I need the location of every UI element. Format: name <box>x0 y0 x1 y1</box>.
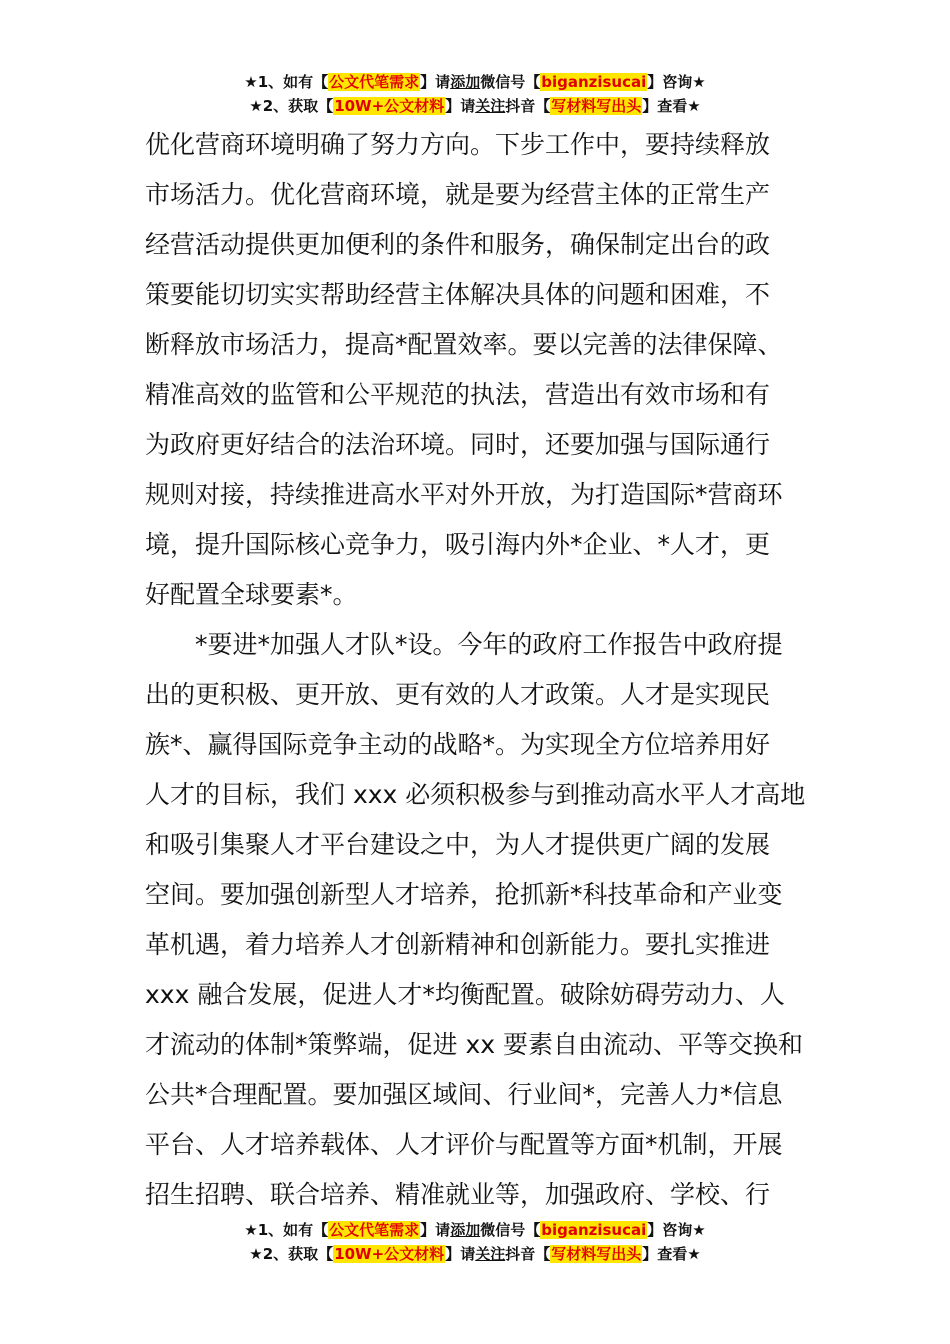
body-line: 策要能切切实实帮助经营主体解决具体的问题和困难，不 <box>145 280 771 309</box>
promo-text: 】请 <box>420 1221 451 1239</box>
promo-underlined-text: 添加 <box>450 1221 481 1239</box>
body-line: 才流动的体制*策弊端，促进 xx 要素自由流动、平等交换和 <box>145 1030 803 1059</box>
promo-text: 微信号【 <box>480 73 541 91</box>
promo-text: 】咨询★ <box>647 1221 706 1239</box>
body-line: 和吸引集聚人才平台建设之中，为人才提供更广阔的发展 <box>145 830 771 859</box>
promo-text: 】咨询★ <box>647 73 706 91</box>
body-line: 好配置全球要素*。 <box>145 580 358 609</box>
promo-underlined-text: 添加 <box>450 73 481 91</box>
document-body <box>145 120 810 1220</box>
body-line: 族*、赢得国际竞争主动的战略*。为实现全方位培养用好 <box>145 730 771 759</box>
promo-highlight: 写材料写出头 <box>551 97 642 115</box>
promo-text: 】查看★ <box>642 1245 701 1263</box>
body-line: 优化营商环境明确了努力方向。下步工作中，要持续释放 <box>145 130 771 159</box>
body-line: 出的更积极、更开放、更有效的人才政策。人才是实现民 <box>145 680 771 709</box>
body-line: 境，提升国际核心竞争力，吸引海内外*企业、*人才，更 <box>145 530 771 559</box>
body-line: 人才的目标，我们 xxx 必须积极参与到推动高水平人才高地 <box>145 780 806 809</box>
promo-text: ★2、获取【 <box>249 97 334 115</box>
body-line: 断释放市场活力，提高*配置效率。要以完善的法律保障、 <box>145 330 783 359</box>
promo-line-1 <box>0 1218 950 1242</box>
promo-text: 】请 <box>445 1245 476 1263</box>
body-line: 招生招聘、联合培养、精准就业等，加强政府、学校、行 <box>145 1180 771 1209</box>
promo-text: 】请 <box>420 73 451 91</box>
promo-line-2 <box>0 94 950 118</box>
promo-underlined-text: 关注 <box>475 1245 506 1263</box>
promo-text: ★1、如有【 <box>244 73 329 91</box>
body-line: 经营活动提供更加便利的条件和服务，确保制定出台的政 <box>145 230 771 259</box>
promo-line-2 <box>0 1242 950 1266</box>
header-promo-banner <box>0 70 950 118</box>
promo-highlight: 公文代笔需求 <box>329 1221 420 1239</box>
promo-text: ★1、如有【 <box>244 1221 329 1239</box>
body-line: 为政府更好结合的法治环境。同时，还要加强与国际通行 <box>145 430 771 459</box>
body-line: 革机遇，着力培养人才创新精神和创新能力。要扎实推进 <box>145 930 771 959</box>
promo-text: 抖音【 <box>505 97 551 115</box>
footer-promo-banner <box>0 1218 950 1266</box>
promo-text: 微信号【 <box>480 1221 541 1239</box>
body-line: 空间。要加强创新型人才培养，抢抓新*科技革命和产业变 <box>145 880 783 909</box>
promo-line-1 <box>0 70 950 94</box>
body-line: 规则对接，持续推进高水平对外开放，为打造国际*营商环 <box>145 480 783 509</box>
promo-highlight: 公文代笔需求 <box>329 73 420 91</box>
promo-highlight: biganzisucai <box>541 73 647 91</box>
body-line: 平台、人才培养载体、人才评价与配置等方面*机制，开展 <box>145 1130 783 1159</box>
promo-text: 】查看★ <box>642 97 701 115</box>
body-line: 精准高效的监管和公平规范的执法，营造出有效市场和有 <box>145 380 771 409</box>
promo-text: 】请 <box>445 97 476 115</box>
paragraph-start-line: *要进*加强人才队*设。今年的政府工作报告中政府提 <box>195 630 783 659</box>
promo-text: 抖音【 <box>505 1245 551 1263</box>
promo-underlined-text: 关注 <box>475 97 506 115</box>
promo-highlight: 10W+公文材料 <box>334 97 445 115</box>
promo-highlight: 写材料写出头 <box>551 1245 642 1263</box>
promo-highlight: biganzisucai <box>541 1221 647 1239</box>
promo-highlight: 10W+公文材料 <box>334 1245 445 1263</box>
body-line: 市场活力。优化营商环境，就是要为经营主体的正常生产 <box>145 180 771 209</box>
promo-text: ★2、获取【 <box>249 1245 334 1263</box>
body-line: 公共*合理配置。要加强区域间、行业间*，完善人力*信息 <box>145 1080 783 1109</box>
body-line: xxx 融合发展，促进人才*均衡配置。破除妨碍劳动力、人 <box>145 980 785 1009</box>
